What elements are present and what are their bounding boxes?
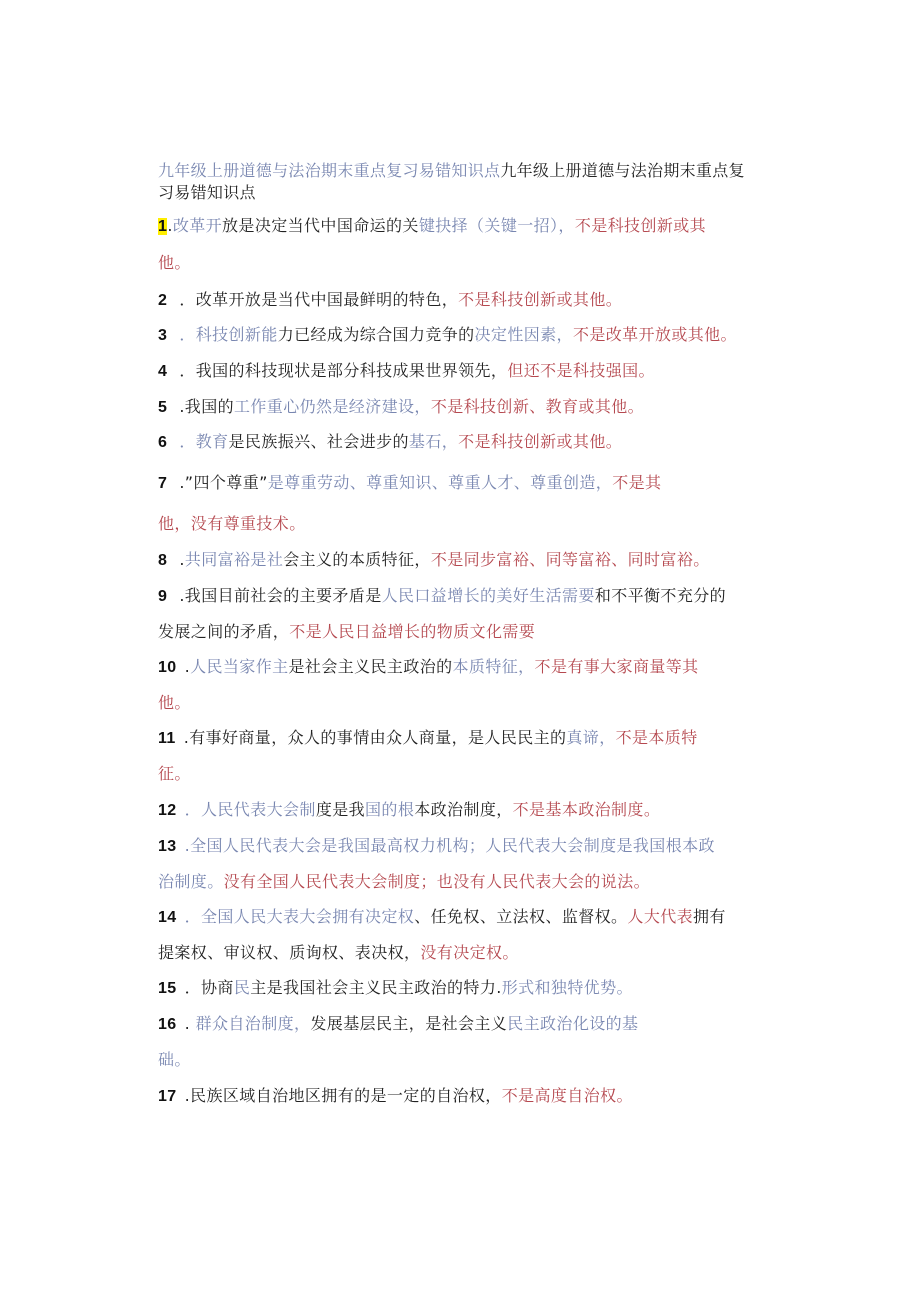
knowledge-point-line: [158, 872, 650, 892]
knowledge-point-line: [158, 253, 191, 273]
item-number: 7: [158, 475, 168, 492]
text-segment: ．我国的科技现状是部分科技成果世界领先，: [179, 361, 508, 380]
text-segment: ．科技创新能: [179, 325, 278, 344]
knowledge-point-line: [158, 728, 698, 749]
text-segment: 人民当家作主: [190, 657, 289, 676]
text-segment: ．教育: [179, 432, 229, 451]
title-part-1: 九年级上册道德与法治期末重点复习易错知识点: [158, 161, 501, 180]
item-number: 8: [158, 552, 168, 569]
item-number: 4: [158, 363, 168, 380]
knowledge-point-line: [158, 473, 661, 494]
text-segment: 是尊重劳动、尊重知识、尊重人才、尊重创造，: [267, 473, 613, 492]
knowledge-point-line: [158, 1050, 191, 1070]
item-number: 11: [158, 730, 176, 747]
item-number: 1: [158, 218, 168, 235]
text-segment: 工作重心仍然是经济建设，: [234, 397, 431, 416]
text-segment: 决定性因素，: [474, 325, 573, 344]
knowledge-point-line: [158, 550, 710, 571]
knowledge-point-line: [158, 622, 535, 642]
text-segment: 是民族振兴、社会进步的: [228, 432, 409, 451]
text-segment: 是社会主义民主政治的: [288, 657, 453, 676]
text-segment: 拥有: [693, 907, 726, 926]
knowledge-point-line: [158, 1086, 633, 1107]
text-segment: 没有决定权。: [420, 943, 519, 962]
text-segment: .: [184, 657, 191, 676]
item-number: 5: [158, 399, 168, 416]
text-segment: 他，没有尊重技术。: [158, 514, 306, 533]
item-number: 12: [158, 802, 177, 819]
text-segment: 不是高度自治权。: [501, 1086, 633, 1105]
text-segment: 力已经成为综合国力竞争的: [277, 325, 475, 344]
text-segment: 形式和独特优势。: [501, 978, 633, 997]
text-segment: 共同富裕是社: [184, 550, 284, 569]
knowledge-point-line: [158, 514, 306, 534]
text-segment: .全国人民代表大会是我国最高权力机构；人民代表大会制度是我国根本政: [184, 836, 715, 855]
text-segment: .我国的: [179, 397, 234, 416]
text-segment: 发展之间的矛盾，: [158, 622, 290, 641]
text-segment: 发展基层民主，是社会主义: [310, 1014, 508, 1033]
knowledge-point-line: [158, 978, 633, 999]
knowledge-point-line: [158, 800, 660, 821]
text-segment: 征。: [158, 764, 191, 783]
text-segment: .有事好商量，众人的事情由众人商量，是人民民主的: [183, 728, 567, 747]
item-number: 14: [158, 909, 177, 926]
item-number: 13: [158, 838, 177, 855]
text-segment: 改革开: [172, 216, 223, 235]
text-segment: 键抉择（关键一招），: [418, 216, 575, 235]
item-number: 16: [158, 1016, 177, 1033]
text-segment: 不是有事大家商量等其: [534, 657, 699, 676]
text-segment: .: [167, 216, 173, 235]
text-segment: 群众自治制度，: [195, 1014, 311, 1033]
text-segment: 人民口益增长的美好生活需要: [381, 586, 595, 605]
text-segment: 没有全国人民代表大会制度；也没有人民代表大会的说法。: [223, 872, 651, 891]
text-segment: 础。: [158, 1050, 191, 1069]
text-segment: 民: [233, 978, 251, 997]
item-number: 6: [158, 434, 168, 451]
text-segment: 不是科技创新或其他。: [458, 290, 623, 309]
item-number: 15: [158, 980, 177, 997]
text-segment: 和不平衡不充分的: [594, 586, 727, 605]
text-segment: 提案权、审议权、质询权、表决权，: [158, 943, 421, 962]
text-segment: 国的根: [365, 800, 415, 819]
text-segment: 不是改革开放或其他。: [572, 325, 737, 344]
text-segment: 人大代表: [627, 907, 694, 926]
knowledge-point-line: [158, 397, 644, 418]
text-segment: ．人民代表大会制: [184, 800, 316, 819]
text-segment: .: [179, 550, 185, 569]
item-number: 2: [158, 292, 168, 309]
knowledge-point-line: [158, 764, 191, 784]
item-number: 3: [158, 327, 168, 344]
text-segment: 治制度。: [158, 872, 224, 891]
text-segment: 但还不是科技强国。: [507, 361, 655, 380]
knowledge-point-line: [158, 586, 726, 607]
knowledge-point-line: [158, 836, 715, 857]
item-number: 9: [158, 588, 168, 605]
text-segment: 放是决定当代中国命运的关: [222, 216, 419, 235]
text-segment: 真谛，: [566, 728, 616, 747]
text-segment: 不是基本政治制度。: [512, 800, 661, 819]
text-segment: .民族区域自治地区拥有的是一定的自治权，: [184, 1086, 502, 1105]
text-segment: 民主政治化设的基: [507, 1014, 639, 1033]
knowledge-point-line: [158, 1014, 638, 1035]
text-segment: 度是我: [315, 800, 366, 819]
text-segment: 他。: [158, 253, 191, 272]
item-number: 17: [158, 1088, 177, 1105]
text-segment: .”四个尊重”: [179, 473, 268, 492]
text-segment: 会主义的本质特征，: [283, 550, 431, 569]
knowledge-point-line: [158, 432, 622, 453]
text-segment: 不是科技创新或其: [574, 216, 707, 235]
text-segment: 不是人民日益增长的物质文化需要: [289, 622, 536, 641]
title-part-2: 九年级上册道德与法治期末重点复习易错知识点: [158, 161, 745, 202]
text-segment: 主是我国社会主义民主政治的特力.: [250, 978, 502, 997]
text-segment: ．协商: [184, 978, 234, 997]
knowledge-point-line: [158, 907, 726, 928]
text-segment: 不是其: [612, 473, 662, 492]
text-segment: ．改革开放是当代中国最鲜明的特色，: [179, 290, 459, 309]
text-segment: 基石，: [408, 432, 459, 451]
text-segment: 不是同步富裕、同等富裕、同时富裕。: [430, 550, 710, 569]
knowledge-point-line: [158, 216, 706, 237]
knowledge-point-line: [158, 361, 655, 382]
knowledge-point-line: [158, 943, 519, 963]
knowledge-point-line: [158, 657, 699, 678]
item-number: 10: [158, 659, 177, 676]
knowledge-point-line: [158, 325, 737, 346]
text-segment: 、任免权、立法权、监督权。: [414, 907, 628, 926]
text-segment: .: [184, 1014, 196, 1033]
text-segment: 他。: [158, 693, 191, 712]
knowledge-point-line: [158, 693, 191, 713]
text-segment: 本质特征，: [452, 657, 535, 676]
knowledge-point-line: [158, 290, 622, 311]
text-segment: 不是本质特: [615, 728, 698, 747]
text-segment: .我国目前社会的主要矛盾是: [179, 586, 382, 605]
text-segment: 不是科技创新、教育或其他。: [430, 397, 645, 416]
page-title: [158, 160, 758, 204]
text-segment: ．全国人民大表大会拥有决定权: [184, 907, 415, 926]
text-segment: 不是科技创新或其他。: [458, 432, 623, 451]
text-segment: 本政治制度，: [414, 800, 513, 819]
